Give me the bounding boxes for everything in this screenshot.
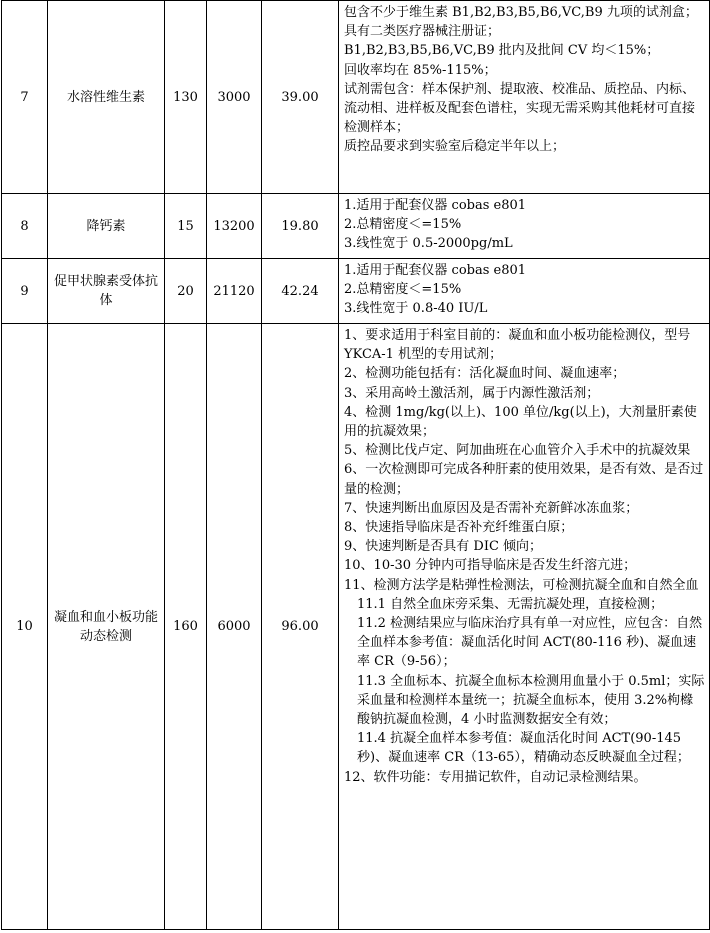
row-number: 7: [2, 1, 48, 194]
item-name: 水溶性维生素: [48, 1, 165, 194]
item-name: 促甲状腺素受体抗体: [48, 259, 165, 324]
total-cell: 19.80: [262, 194, 339, 259]
table-row: [2, 259, 710, 324]
spec-line: 5、检测比伐卢定、阿加曲班在心血管介入手术中的抗凝效果: [344, 443, 691, 459]
quantity-cell: 130: [165, 1, 207, 194]
spec-line: 8、快速指导临床是否补充纤维蛋白原；: [344, 520, 574, 536]
spec-cell: [339, 259, 710, 324]
spec-line: 11、检测方法学是粘弹性检测法，可检测抗凝全血和自然全血: [344, 577, 699, 593]
spec-line: 具有二类医疗器械注册证；: [344, 24, 501, 40]
spec-line: 7、快速判断出血原因及是否需补充新鲜冰冻血浆；: [344, 500, 639, 516]
unit-price-cell: 6000: [207, 324, 262, 930]
quantity-cell: 160: [165, 324, 207, 930]
spec-line: 1.适用于配套仪器 cobas e801: [344, 198, 527, 213]
unit-price-cell: 13200: [207, 194, 262, 259]
quantity-cell: 20: [165, 259, 207, 324]
total-cell: 42.24: [262, 259, 339, 324]
spec-line: 质控品要求到实验室后稳定半年以上；: [344, 139, 566, 155]
spec-line: 4、检测 1mg/kg(以上)、100 单位/kg(以上)，大剂量肝素使用的抗凝效果；: [344, 404, 697, 440]
reagent-spec-table: [1, 0, 710, 930]
spec-line: 6、一次检测即可完成各种肝素的使用效果，是否有效、是否过量的检测；: [344, 462, 704, 497]
spec-line: 包含不少于维生素 B1,B2,B3,B5,B6,VC,B9 九项的试剂盒；: [344, 5, 698, 20]
spec-cell: [339, 1, 710, 194]
total-cell: 96.00: [262, 324, 339, 930]
spec-line: 1、要求适用于科室目前的：凝血和血小板功能检测仪，型号 YKCA-1 机型的专用试剂；: [344, 328, 691, 363]
item-name: 凝血和血小板功能动态检测: [48, 324, 165, 930]
spec-line: 11.4 抗凝全血样本参考值：凝血活化时间 ACT(90-145 秒)、凝血速率 CR（13-65），精确动态反映凝血全过程；: [357, 731, 690, 766]
table-row: [2, 1, 710, 194]
row-number: 9: [2, 259, 48, 324]
spec-line: 11.1 自然全血床旁采集、无需抗凝处理，直接检测；: [357, 596, 664, 612]
total-cell: 39.00: [262, 1, 339, 194]
spec-cell: [339, 194, 710, 259]
table-row: [2, 194, 710, 259]
spec-line: 3.线性宽于 0.8-40 IU/L: [344, 301, 488, 317]
spec-line: 试剂需包含：样本保护剂、提取液、校准品、质控品、内标、流动相、进样板及配套色谱柱，实现无需采购其他耗材可直接检测样本；: [344, 81, 696, 136]
row-number: 10: [2, 324, 48, 930]
spec-line: 3、采用高岭土激活剂，属于内源性激活剂；: [344, 385, 600, 401]
row-number: 8: [2, 194, 48, 259]
unit-price-cell: 3000: [207, 1, 262, 194]
spec-line: 9、快速判断是否具有 DIC 倾向；: [344, 539, 543, 555]
unit-price-cell: 21120: [207, 259, 262, 324]
spec-line: 2、检测功能包括有：活化凝血时间、凝血速率；: [344, 366, 626, 382]
spec-line: 3.线性宽于 0.5-2000pg/mL: [344, 236, 513, 252]
spec-line: 2.总精密度＜=15%: [344, 282, 462, 298]
spec-line: B1,B2,B3,B5,B6,VC,B9 批内及批间 CV 均＜15%；: [344, 43, 660, 59]
table-row: [2, 324, 710, 930]
spec-line: 2.总精密度＜=15%: [344, 217, 462, 233]
quantity-cell: 15: [165, 194, 207, 259]
spec-cell: [339, 324, 710, 930]
spec-line: 12、软件功能：专用描记软件，自动记录检测结果。: [344, 769, 647, 785]
spec-line: 1.适用于配套仪器 cobas e801: [344, 263, 527, 278]
spec-line: 11.2 检测结果应与临床治疗具有单一对应性，应包含：自然全血样本参考值：凝血活化时间 ACT(80-116 秒)、凝血速率 CR（9-56）；: [357, 616, 703, 670]
spec-line: 11.3 全血标本、抗凝全血标本检测用血量小于 0.5ml；实际采血量和检测样本量统一；抗凝全血标本，使用 3.2%枸橼酸钠抗凝血检测，4 小时监测数据安全有效；: [357, 673, 705, 728]
item-name: 降钙素: [48, 194, 165, 259]
spec-line: 回收率均在 85%-115%；: [344, 62, 497, 78]
spec-line: 10、10-30 分钟内可指导临床是否发生纤溶亢进；: [344, 558, 637, 574]
